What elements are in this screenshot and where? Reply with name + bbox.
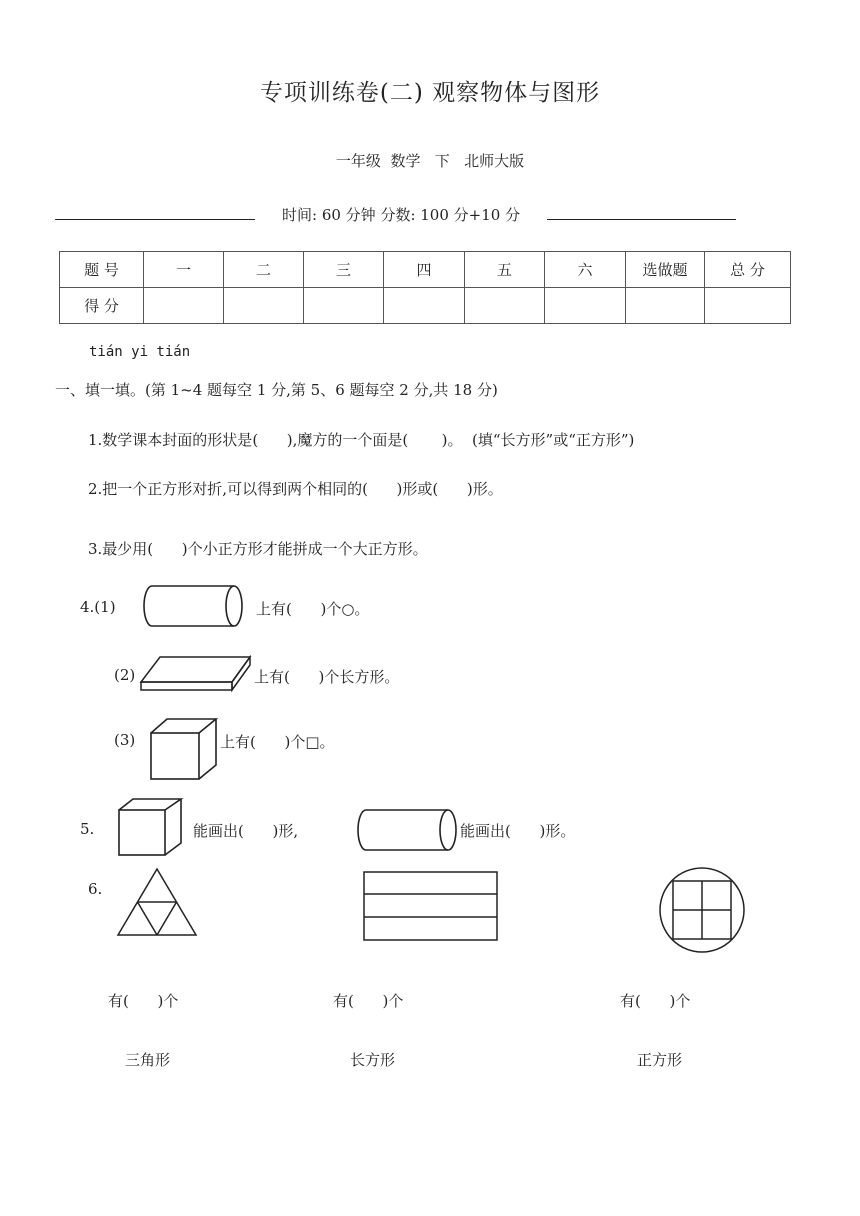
score-cell[interactable] bbox=[384, 288, 465, 324]
answer-shape-square: 正方形 bbox=[637, 1051, 683, 1069]
header-cell: 一 bbox=[144, 252, 224, 288]
rectangles-figure bbox=[362, 870, 500, 942]
answer-count-rectangle: 有( )个 bbox=[333, 992, 404, 1010]
question-3: 3.最少用( )个小正方形才能拼成一个大正方形。 bbox=[88, 540, 428, 558]
answer-shape-rectangle: 长方形 bbox=[350, 1051, 396, 1069]
question-5-label: 5. bbox=[80, 820, 95, 838]
score-cell[interactable] bbox=[545, 288, 626, 324]
class-blank-line bbox=[547, 219, 736, 220]
score-cell[interactable] bbox=[705, 288, 791, 324]
question-5-text-b: 能画出( )形。 bbox=[460, 822, 576, 840]
score-cell[interactable] bbox=[304, 288, 384, 324]
header-cell: 总 分 bbox=[705, 252, 791, 288]
question-4-3-text: 上有( )个□。 bbox=[220, 733, 335, 751]
header-cell: 题 号 bbox=[60, 252, 144, 288]
question-1: 1.数学课本封面的形状是( ),魔方的一个面是( )。 (填“长方形”或“正方形”) bbox=[88, 431, 635, 449]
answer-count-square: 有( )个 bbox=[620, 992, 691, 1010]
time-score-info: 时间: 60 分钟 分数: 100 分+10 分 bbox=[282, 206, 521, 224]
score-table-score-row bbox=[60, 288, 791, 324]
score-cell[interactable] bbox=[626, 288, 705, 324]
score-table-header-row bbox=[60, 252, 791, 288]
score-cell[interactable] bbox=[465, 288, 545, 324]
question-6-label: 6. bbox=[88, 880, 103, 898]
header-cell: 六 bbox=[545, 252, 626, 288]
cylinder-horizontal-figure bbox=[140, 582, 246, 630]
header-cell: 五 bbox=[465, 252, 545, 288]
page-subtitle: 一年级 数学 下 北师大版 bbox=[335, 152, 525, 170]
score-row-label: 得 分 bbox=[60, 288, 144, 324]
question-2: 2.把一个正方形对折,可以得到两个相同的( )形或( )形。 bbox=[88, 480, 503, 498]
circle-squares-figure bbox=[658, 866, 748, 956]
cube-figure bbox=[148, 716, 220, 782]
section-heading: 一、填一填。(第 1~4 题每空 1 分,第 5、6 题每空 2 分,共 18 分) bbox=[55, 381, 498, 399]
question-4-1-text: 上有( )个○。 bbox=[256, 600, 370, 618]
flat-cuboid-figure bbox=[138, 654, 254, 694]
question-4-1-label: 4.(1) bbox=[80, 598, 116, 616]
triangle-figure bbox=[116, 866, 200, 938]
header-cell: 四 bbox=[384, 252, 465, 288]
name-blank-line bbox=[55, 219, 255, 220]
header-cell: 二 bbox=[224, 252, 304, 288]
cylinder-figure-q5 bbox=[354, 806, 460, 854]
question-5-text-a: 能画出( )形, bbox=[193, 822, 299, 840]
answer-count-triangle: 有( )个 bbox=[108, 992, 179, 1010]
question-4-3-label: (3) bbox=[114, 731, 136, 749]
page-title: 专项训练卷(二) 观察物体与图形 bbox=[259, 80, 601, 106]
cube-figure-q5 bbox=[116, 796, 184, 858]
score-cell[interactable] bbox=[144, 288, 224, 324]
question-4-2-text: 上有( )个长方形。 bbox=[254, 668, 400, 686]
header-cell: 选做题 bbox=[626, 252, 705, 288]
section-pinyin: tián yi tián bbox=[89, 344, 191, 360]
score-table bbox=[59, 251, 791, 324]
question-4-2-label: (2) bbox=[114, 666, 136, 684]
score-cell[interactable] bbox=[224, 288, 304, 324]
answer-shape-triangle: 三角形 bbox=[125, 1051, 171, 1069]
header-cell: 三 bbox=[304, 252, 384, 288]
